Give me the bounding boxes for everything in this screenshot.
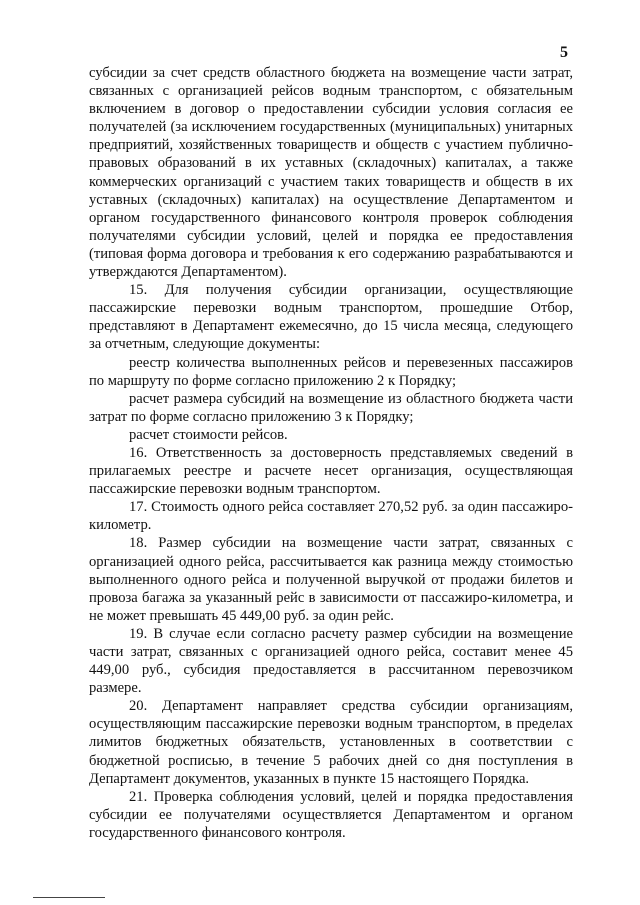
paragraph-20: 20. Департамент направляет средства субсидии организациям, осуществляющим пассажирские перевозки водным транспортом, в пределах лимитов бюджетных обязательств, установленных в соответствии с бюджетной росписью, в течение 5 рабочих дней со дня поступления в Департамент документов, указанных в пункте 15 настоящего Порядка. <box>89 698 573 787</box>
paragraph-21: 21. Проверка соблюдения условий, целей и порядка предоставления субсидии ее получателями осуществляется Департаментом и органом государственного финансового контроля. <box>89 788 573 841</box>
document-body <box>89 64 573 842</box>
paragraph-continuation: субсидии за счет средств областного бюджета на возмещение части затрат, связанных с организацией рейсов водным транспортом, с обязательным включением в договор о предоставлении субсидии условия согласия ее получателей (за исключением государственных (муниципальных) унитарных предприятий, хозяйственных товариществ и обществ с участием публично-правовых образований в их уставных (складочных) капиталах, а также коммерческих организаций с участием таких товариществ и обществ в их уставных (складочных) капиталах) на осуществление Департаментом и органом государственного финансового контроля проверок соблюдения получателями субсидии условий, целей и порядка ее предоставления (типовая форма договора и требования к его содержанию разрабатываются и утверждаются Департаментом). <box>89 65 573 281</box>
list-item-trip-cost: расчет стоимости рейсов. <box>129 426 288 443</box>
page-number: 5 <box>560 44 568 61</box>
list-item-registry: реестр количества выполненных рейсов и перевезенных пассажиров по маршруту по форме согласно приложению 2 к Порядку; <box>89 354 573 389</box>
paragraph-16: 16. Ответственность за достоверность представляемых сведений в прилагаемых реестре и расчете несет организация, осуществляющая пассажирские перевозки водным транспортом. <box>89 444 573 498</box>
list-item-subsidy-calculation: расчет размера субсидий на возмещение из областного бюджета части затрат по форме согласно приложению 3 к Порядку; <box>89 390 573 425</box>
footer-divider <box>33 897 105 898</box>
paragraph-18: 18. Размер субсидии на возмещение части затрат, связанных с организацией одного рейса, рассчитывается как разница между стоимостью выполненного одного рейса и полученной выручкой от продажи билетов и провоза багажа за указанный рейс в зависимости от пассажиро-километра, и не может превышать 45 449,00 руб. за один рейс. <box>89 535 573 624</box>
paragraph-19: 19. В случае если согласно расчету размер субсидии на возмещение части затрат, связанных с организацией одного рейса, составит менее 45 449,00 руб., субсидия предоставляется в рассчитанном перевозчиком размере. <box>89 625 573 697</box>
paragraph-15: 15. Для получения субсидии организации, осуществляющие пассажирские перевозки водным транспортом, прошедшие Отбор, представляют в Департамент ежемесячно, до 15 числа месяца, следующего за отчетным, следующие документы: <box>89 282 573 353</box>
paragraph-17: 17. Стоимость одного рейса составляет 270,52 руб. за один пассажиро-километр. <box>89 499 573 534</box>
